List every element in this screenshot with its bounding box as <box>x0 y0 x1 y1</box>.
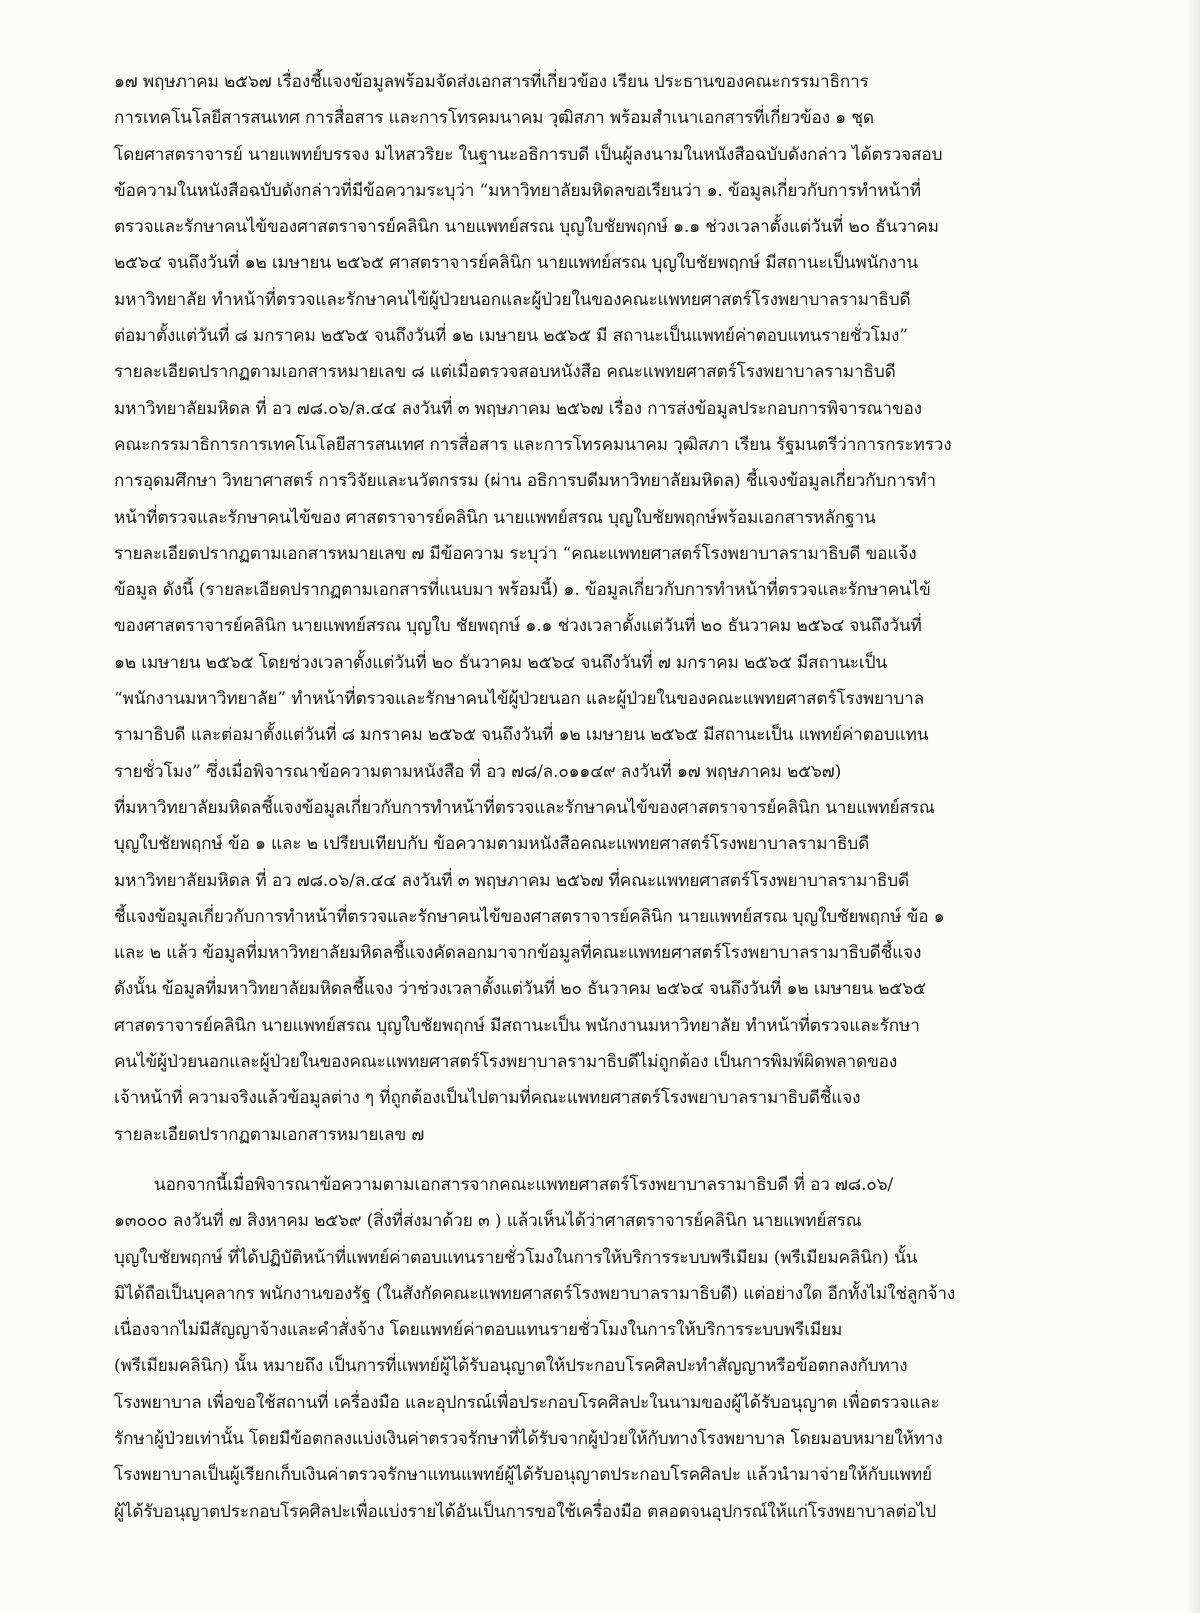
text-line: ตรวจและรักษาคนไข้ของศาสตราจารย์คลินิก นายแพทย์สรณ บุญใบชัยพฤกษ์ ๑.๑ ช่วงเวลาตั้งแต่วันที่ ๒๐ ธันวาคม <box>114 217 939 238</box>
text-line: และ ๒ แล้ว ข้อมูลที่มหาวิทยาลัยมหิดลชี้แจงคัดลอกมาจากข้อมูลที่คณะแพทยศาสตร์โรงพยาบาลรามาธิบดีชี้แจง <box>114 943 922 964</box>
text-line: รายชั่วโมง” ซึ่งเมื่อพิจารณาข้อความตามหนังสือ ที่ อว ๗๘/ล.๐๑๑๔๙ ลงวันที่ ๑๗ พฤษภาคม ๒๕๖๗) <box>114 761 842 782</box>
document-body <box>114 64 1126 1530</box>
paragraph-2 <box>114 1167 1126 1530</box>
text-line: โรงพยาบาล เพื่อขอใช้สถานที่ เครื่องมือ และอุปกรณ์เพื่อประกอบโรคศิลปะในนามของผู้ได้รับอนุญาต เพื่อตรวจและ <box>114 1392 940 1413</box>
text-line: เนื่องจากไม่มีสัญญาจ้างและคำสั่งจ้าง โดยแพทย์ค่าตอบแทนรายชั่วโมงในการให้บริการระบบพรีเมียม <box>114 1320 843 1341</box>
text-line: (พรีเมียมคลินิก) นั้น หมายถึง เป็นการที่แพทย์ผู้ได้รับอนุญาตให้ประกอบโรคศิลปะทำสัญญาหรือข้อตกลงกับทาง <box>114 1356 908 1377</box>
text-line: บุญใบชัยพฤกษ์ ที่ได้ปฏิบัติหน้าที่แพทย์ค่าตอบแทนรายชั่วโมงในการให้บริการระบบพรีเมียม (พรีเมียมคลินิก) นั้น <box>114 1247 918 1268</box>
text-line: ดังนั้น ข้อมูลที่มหาวิทยาลัยมหิดลชี้แจง ว่าช่วงเวลาตั้งแต่วันที่ ๒๐ ธันวาคม ๒๕๖๔ จนถึงวันที่ ๑๒ เมษายน ๒๕๖๕ <box>114 979 926 1000</box>
text-line: คณะกรรมาธิการการเทคโนโลยีสารสนเทศ การสื่อสาร และการโทรคมนาคม วุฒิสภา เรียน รัฐมนตรีว่าการกระทรวง <box>114 434 952 455</box>
text-line: ที่มหาวิทยาลัยมหิดลชี้แจงข้อมูลเกี่ยวกับการทำหน้าที่ตรวจและรักษาคนไข้ของศาสตราจารย์คลินิก นายแพทย์สรณ <box>114 797 935 818</box>
text-line: รามาธิบดี และต่อมาตั้งแต่วันที่ ๘ มกราคม ๒๕๖๕ จนถึงวันที่ ๑๒ เมษายน ๒๕๖๕ มีสถานะเป็น แพทย์ค่าตอบแทน <box>114 725 929 746</box>
text-line: ชี้แจงข้อมูลเกี่ยวกับการทำหน้าที่ตรวจและรักษาคนไข้ของศาสตราจารย์คลินิก นายแพทย์สรณ บุญใบชัยพฤกษ์ ข้อ ๑ <box>114 906 945 927</box>
text-line: มหาวิทยาลัย ทำหน้าที่ตรวจและรักษาคนไข้ผู้ป่วยนอกและผู้ป่วยในของคณะแพทยศาสตร์โรงพยาบาลรามาธิบดี <box>114 289 911 310</box>
text-line: ข้อความในหนังสือฉบับดังกล่าวที่มีข้อความระบุว่า “มหาวิทยาลัยมหิดลขอเรียนว่า ๑. ข้อมูลเกี่ยวกับการทำหน้าที่ <box>114 180 921 201</box>
text-line: คนไข้ผู้ป่วยนอกและผู้ป่วยในของคณะแพทยศาสตร์โรงพยาบาลรามาธิบดีไม่ถูกต้อง เป็นการพิมพ์ผิดพลาดของ <box>114 1052 898 1073</box>
text-line: โรงพยาบาลเป็นผู้เรียกเก็บเงินค่าตรวจรักษาแทนแพทย์ผู้ได้รับอนุญาตประกอบโรคศิลปะ แล้วนำมาจ่ายให้กับแพทย์ <box>114 1465 932 1486</box>
text-line: ของศาสตราจารย์คลินิก นายแพทย์สรณ บุญใบ ชัยพฤกษ์ ๑.๑ ช่วงเวลาตั้งแต่วันที่ ๒๐ ธันวาคม ๒๕๖๔ จนถึงวันที่ <box>114 616 922 637</box>
text-line: ต่อมาตั้งแต่วันที่ ๘ มกราคม ๒๕๖๕ จนถึงวันที่ ๑๒ เมษายน ๒๕๖๕ มี สถานะเป็นแพทย์ค่าตอบแทนรายชั่วโมง” <box>114 326 908 347</box>
text-line: หน้าที่ตรวจและรักษาคนไข้ของ ศาสตราจารย์คลินิก นายแพทย์สรณ บุญใบชัยพฤกษ์พร้อมเอกสารหลักฐาน <box>114 507 876 528</box>
text-line: ๑๗ พฤษภาคม ๒๕๖๗ เรื่องชี้แจงข้อมูลพร้อมจัดส่งเอกสารที่เกี่ยวข้อง เรียน ประธานของคณะกรรมาธิการ <box>114 72 869 92</box>
text-line: รายละเอียดปรากฏตามเอกสารหมายเลข ๘ แต่เมื่อตรวจสอบหนังสือ คณะแพทยศาสตร์โรงพยาบาลรามาธิบดี <box>114 362 896 383</box>
text-line: มหาวิทยาลัยมหิดล ที่ อว ๗๘.๐๖/ล.๔๔ ลงวันที่ ๓ พฤษภาคม ๒๕๖๗ ที่คณะแพทยศาสตร์โรงพยาบาลรามาธิบดี <box>114 870 909 891</box>
text-line: ผู้ได้รับอนุญาตประกอบโรคศิลปะเพื่อแบ่งรายได้อันเป็นการขอใช้เครื่องมือ ตลอดจนอุปกรณ์ให้แก่โรงพยาบาลต่อไป <box>114 1501 936 1522</box>
text-line: ๑๓๐๐๐ ลงวันที่ ๗ สิงหาคม ๒๕๖๙ (สิ่งที่ส่งมาด้วย ๓ ) แล้วเห็นได้ว่าศาสตราจารย์คลินิก นายแพทย์สรณ <box>114 1211 862 1232</box>
paragraph-1 <box>114 64 1126 1153</box>
text-line: ๒๕๖๔ จนถึงวันที่ ๑๒ เมษายน ๒๕๖๕ ศาสตราจารย์คลินิก นายแพทย์สรณ บุญใบชัยพฤกษ์ มีสถานะเป็นพนักงาน <box>114 253 918 274</box>
text-line: มหาวิทยาลัยมหิดล ที่ อว ๗๘.๐๖/ล.๔๔ ลงวันที่ ๓ พฤษภาคม ๒๕๖๗ เรื่อง การส่งข้อมูลประกอบการพิจารณาของ <box>114 398 922 419</box>
page-edge-shadow <box>1186 0 1200 1613</box>
text-line: มิได้ถือเป็นบุคลากร พนักงานของรัฐ (ในสังกัดคณะแพทยศาสตร์โรงพยาบาลรามาธิบดี) แต่อย่างใด อีกทั้งไม่ใช่ลูกจ้าง <box>114 1283 956 1304</box>
text-line: รายละเอียดปรากฏตามเอกสารหมายเลข ๗ มีข้อความ ระบุว่า “คณะแพทยศาสตร์โรงพยาบาลรามาธิบดี ขอแจ้ง <box>114 543 917 564</box>
text-line: “พนักงานมหาวิทยาลัย” ทำหน้าที่ตรวจและรักษาคนไข้ผู้ป่วยนอก และผู้ป่วยในของคณะแพทยศาสตร์โรงพยาบาล <box>114 689 925 710</box>
text-line: โดยศาสตราจารย์ นายแพทย์บรรจง มไหสวริยะ ในฐานะอธิการบดี เป็นผู้ลงนามในหนังสือฉบับดังกล่าว ได้ตรวจสอบ <box>114 144 943 165</box>
text-line: เจ้าหน้าที่ ความจริงแล้วข้อมูลต่าง ๆ ที่ถูกต้องเป็นไปตามที่คณะแพทยศาสตร์โรงพยาบาลรามาธิบดีชี้แจง <box>114 1088 861 1109</box>
paragraph-gap <box>114 1153 1126 1167</box>
text-line: ๑๒ เมษายน ๒๕๖๕ โดยช่วงเวลาตั้งแต่วันที่ ๒๐ ธันวาคม ๒๕๖๔ จนถึงวันที่ ๗ มกราคม ๒๕๖๕ มีสถานะเป็น <box>114 652 887 673</box>
text-line: รายละเอียดปรากฏตามเอกสารหมายเลข ๗ <box>114 1124 425 1145</box>
text-line: รักษาผู้ป่วยเท่านั้น โดยมีข้อตกลงแบ่งเงินค่าตรวจรักษาที่ได้รับจากผู้ป่วยให้กับทางโรงพยาบาล โดยมอบหมายให้ทาง <box>114 1428 943 1449</box>
text-line: นอกจากนี้เมื่อพิจารณาข้อความตามเอกสารจากคณะแพทยศาสตร์โรงพยาบาลรามาธิบดี ที่ อว ๗๘.๐๖/ <box>154 1174 893 1195</box>
text-line: ข้อมูล ดังนี้ (รายละเอียดปรากฏตามเอกสารที่แนบมา พร้อมนี้) ๑. ข้อมูลเกี่ยวกับการทำหน้าที่ตรวจและรักษาคนไข้ <box>114 580 931 601</box>
text-line: ศาสตราจารย์คลินิก นายแพทย์สรณ บุญใบชัยพฤกษ์ มีสถานะเป็น พนักงานมหาวิทยาลัย ทำหน้าที่ตรวจและรักษา <box>114 1015 920 1036</box>
text-line: การเทคโนโลยีสารสนเทศ การสื่อสาร และการโทรคมนาคม วุฒิสภา พร้อมสำเนาเอกสารที่เกี่ยวข้อง ๑ ชุด <box>114 108 874 129</box>
text-line: การอุดมศึกษา วิทยาศาสตร์ การวิจัยและนวัตกรรม (ผ่าน อธิการบดีมหาวิทยาลัยมหิดล) ชี้แจงข้อมูลเกี่ยวกับการทำ <box>114 471 936 492</box>
text-line: บุญใบชัยพฤกษ์ ข้อ ๑ และ ๒ เปรียบเทียบกับ ข้อความตามหนังสือคณะแพทยศาสตร์โรงพยาบาลรามาธิบดี <box>114 834 870 855</box>
